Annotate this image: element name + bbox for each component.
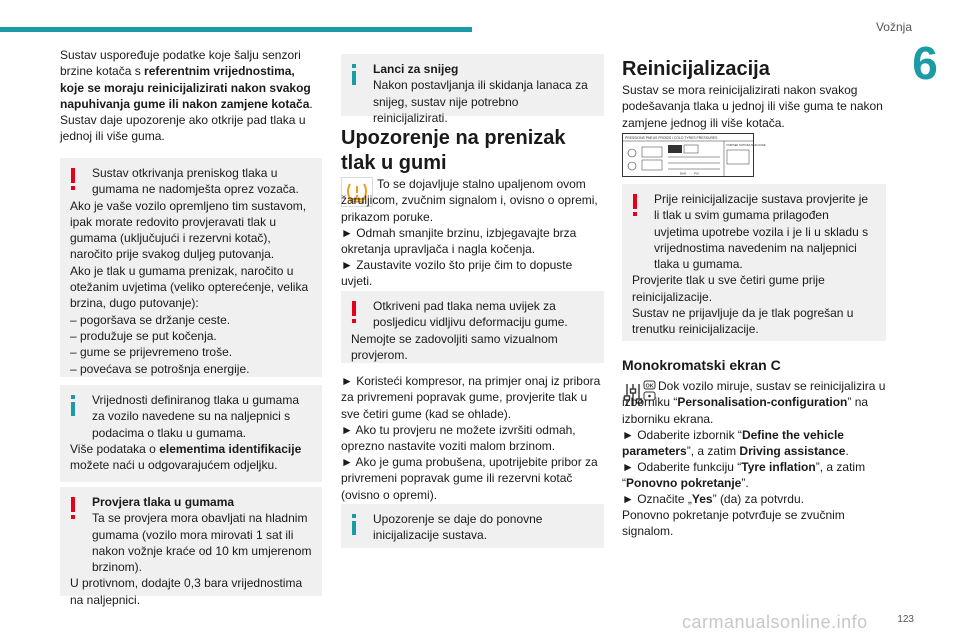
info-icon xyxy=(352,64,356,68)
step-stop-vehicle: ► Zaustavite vozilo što prije čim to dopuste uvjeti. xyxy=(341,258,573,289)
warning-box-pressure-check: Provjera tlaka u gumama Ta se provjera mora obavljati na hladnim gumama (vozilo mora mirovati 1 sat ili nakon vožnje kraće od 10 km umjerenom brzinom). U protivnom, dodajte 0,3 bara vrijednostima na naljepnici. xyxy=(60,487,322,596)
ok-label: OK xyxy=(645,383,654,390)
intro-paragraph: Sustav uspoređuje podatke koje šalju senzori brzine kotača s referentnim vrijednostima, koje se moraju reinicijalizirati nakon svakog napuhivanja gume ili nakon zamjene kotača. Sustav daje upozorenje ako otkrije pad tlaka u jednoj ili više guma. xyxy=(60,48,313,144)
step-confirm-yes: ► Označite „Yes” (da) za potvrdu. xyxy=(622,492,804,506)
subheading-mono-screen-c: Monokromatski ekran C xyxy=(622,357,781,373)
menu-lead-text: Dok vozilo miruje, sustav se reinicijalizira u izborniku “Personalisation-configuration” na izborniku ekrana. xyxy=(622,379,886,426)
page-number: 123 xyxy=(897,614,914,625)
restart-confirmation-text: Ponovno pokretanje potvrđuje se zvučnim signalom. xyxy=(622,508,845,539)
warning-exclamation-icon xyxy=(633,194,637,209)
step-select-function: ► Odaberite funkciju “Tyre inflation”, a zatim “Ponovno pokretanje”. xyxy=(622,460,866,491)
label-code2-text: PSI xyxy=(694,171,699,176)
top-accent-bar xyxy=(0,27,472,32)
warning-box-tyre-pressure: Sustav otkrivanja preniskog tlaka u gumama ne nadomješta oprez vozača. Ako je vaše vozilo opremljeno tim sustavom, ipak morate redovito provjeravati tlak u gumama (uključujući i rezervni kotač), naročito prije svakog duljeg putovanja. Ako je tlak u gumama prenizak, naročito u otežanim uvjetima (veliko opterećenje, velika brzina, dugo putovanje): – pogoršava se držanje ceste. – produžuje se put kočenja. – gume se prijevremeno troše. – povećava se potrošnja energije. xyxy=(60,158,322,377)
chapter-number: 6 xyxy=(912,37,938,89)
info-box-warning-until-reset: Upozorenje se daje do ponovne inicijalizacije sustava. xyxy=(341,504,604,548)
step-slow-down: ► Odmah smanjite brzinu, izbjegavajte brza okretanja upravljača i nagla kočenja. xyxy=(341,226,577,257)
label-title-text: PRESSIONS PNEUS FROIDS / COLD TYRES PRESSURES xyxy=(625,136,718,140)
warning-box-visual-check: Otkriveni pad tlaka nema uvijek za posljedicu vidljivu deformaciju gume. Nemojte se zadovoljiti samo vizualnom provjerom. xyxy=(341,291,604,363)
step-puncture-kit: ► Ako je guma probušena, upotrijebite pribor za privremeni popravak gume ili rezervni kotač (ovisno o opremi). xyxy=(341,455,598,502)
label-code-text: BAR xyxy=(680,171,687,176)
info-icon xyxy=(71,395,75,399)
warning-exclamation-icon xyxy=(352,301,356,316)
heading-reinitialisation: Reinicijalizacija xyxy=(622,58,770,80)
step-drive-slowly: ► Ako tu provjeru ne možete izvršiti odmah, oprezno nastavite voziti malom brzinom. xyxy=(341,423,576,454)
step-select-menu: ► Odaberite izbornik “Define the vehicle parameters”, a zatim Driving assistance. xyxy=(622,428,849,459)
info-box-pressure-label: Vrijednosti definiranog tlaka u gumama za vozilo navedene su na naljepnici s podacima o tlaku u gumama. Više podataka o elementima identifikacije možete naći u odgovarajućem odjeljku. xyxy=(60,385,322,482)
section-title: Vožnja xyxy=(875,20,912,34)
warning-box-before-reset: Prije reinicijalizacije sustava provjerite je li tlak u svim gumama prilagođen uvjetima upotrebe vozila i je li u skladu s vrijednostima navedenim na naljepnici tlaka u gumama. Provjerite tlak u sve četiri gume prije reinicijalizacije. Sustav ne prijavljuje da je tlak pogrešan u trenutku reinicijalizacije. xyxy=(622,184,886,341)
watermark: carmanualsonline.info xyxy=(682,612,868,632)
label-sub-text: VOIR/SEE NOTICE/USER GUIDE xyxy=(726,144,766,147)
warning-lead-text: To se dojavljuje stalno upaljenom ovom žaruljicom, zvučnim signalom i, ovisno o opremi, prikazom poruke. xyxy=(341,177,598,224)
tyre-pressure-label-illustration xyxy=(622,133,766,182)
info-box-snow-chains: Lanci za snijeg Nakon postavljanja ili skidanja lanaca za snijeg, sustav nije potrebno reinicijalizirati. xyxy=(341,54,604,116)
reinit-intro: Sustav se mora reinicijalizirati nakon svakog podešavanja tlaka u jednoj ili više guma te nakon zamjene jednog ili više kotača. xyxy=(622,83,883,130)
info-icon xyxy=(352,514,356,518)
warning-exclamation-icon xyxy=(71,168,75,183)
warning-exclamation-icon xyxy=(71,497,75,512)
step-check-compressor: ► Koristeći kompresor, na primjer onaj iz pribora za privremeni popravak gume, provjerite tlak u sve četiri gume (kad se ohlade). xyxy=(341,374,601,421)
heading-low-pressure-warning: Upozorenje na prenizak tlak u gumi xyxy=(341,127,566,174)
